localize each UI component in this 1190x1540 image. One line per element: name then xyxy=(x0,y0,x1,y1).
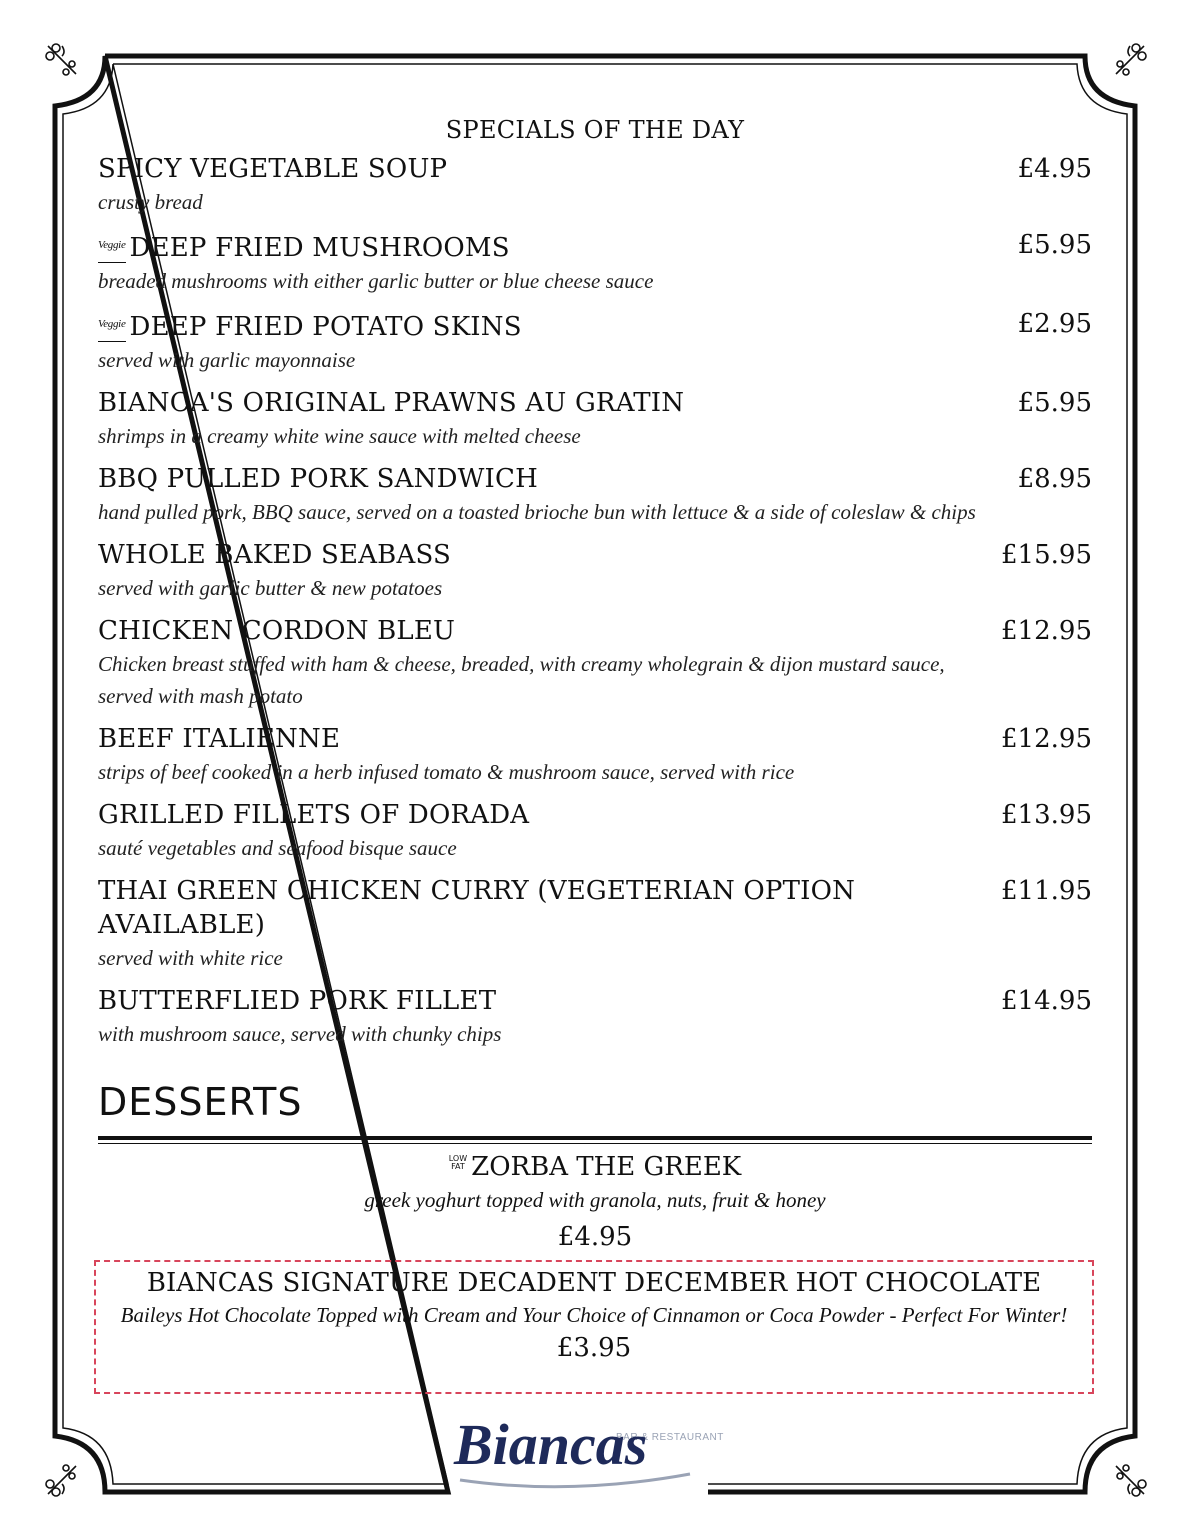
item-description: shrimps in a creamy white wine sauce with melted cheese xyxy=(98,424,581,448)
menu-item xyxy=(98,798,1092,864)
menu-item xyxy=(98,614,1092,712)
item-price: £8.95 xyxy=(1017,464,1092,494)
item-price: £2.95 xyxy=(1017,309,1092,339)
logo-tagline: BAR & RESTAURANT xyxy=(616,1432,724,1443)
specials-list xyxy=(98,152,1092,1050)
item-price: £4.95 xyxy=(1017,154,1092,184)
item-description: with mushroom sauce, served with chunky chips xyxy=(98,1022,502,1046)
menu-item xyxy=(98,152,1092,218)
dessert-name: ZORBA THE GREEK xyxy=(471,1152,742,1182)
item-name: SPICY VEGETABLE SOUP xyxy=(98,154,448,184)
flourish-icon-top-left xyxy=(42,40,82,80)
item-name: DEEP FRIED MUSHROOMS xyxy=(129,233,510,263)
divider xyxy=(98,1143,1092,1144)
signature-description: Baileys Hot Chocolate Topped with Cream and Your Choice of Cinnamon or Coca Powder - Perfect For Winter! xyxy=(120,1303,1068,1327)
item-description: served with white rice xyxy=(98,946,283,970)
menu-content xyxy=(98,116,1092,1254)
item-price: £5.95 xyxy=(1017,230,1092,260)
item-name: GRILLED FILLETS OF DORADA xyxy=(98,800,530,830)
item-name: CHICKEN CORDON BLEU xyxy=(98,616,456,646)
logo-wordmark: Biancas xyxy=(454,1412,648,1477)
low-fat-icon: LOW FAT xyxy=(448,1154,468,1171)
item-name: BEEF ITALIENNE xyxy=(98,724,341,754)
menu-item xyxy=(98,984,1092,1050)
divider xyxy=(98,1136,1092,1140)
item-name: BIANCA'S ORIGINAL PRAWNS AU GRATIN xyxy=(98,388,685,418)
dessert-description: greek yoghurt topped with granola, nuts, fruit & honey xyxy=(364,1188,826,1212)
item-description: served with garlic butter & new potatoes xyxy=(98,576,443,600)
item-description: Chicken breast stuffed with ham & cheese, breaded, with creamy wholegrain & dijon mustard sauce, served with mash potato xyxy=(98,652,945,708)
item-price: £15.95 xyxy=(1001,540,1092,570)
menu-item xyxy=(98,462,1092,528)
item-description: served with garlic mayonnaise xyxy=(98,348,356,372)
item-price: £14.95 xyxy=(1001,986,1092,1016)
item-name: BUTTERFLIED PORK FILLET xyxy=(98,986,497,1016)
signature-name: BIANCAS SIGNATURE DECADENT DECEMBER HOT CHOCOLATE xyxy=(146,1268,1042,1298)
signature-dessert-box xyxy=(94,1260,1094,1394)
flourish-icon-top-right xyxy=(1110,40,1150,80)
item-name: THAI GREEN CHICKEN CURRY (VEGETERIAN OPTION AVAILABLE) xyxy=(98,876,856,940)
item-price: £12.95 xyxy=(1001,616,1092,646)
specials-title: SPECIALS OF THE DAY xyxy=(445,116,745,144)
signature-price: £3.95 xyxy=(556,1333,632,1363)
item-description: hand pulled pork, BBQ sauce, served on a toasted brioche bun with lettuce & a side of coleslaw & chips xyxy=(98,500,976,524)
item-price: £13.95 xyxy=(1001,800,1092,830)
menu-item xyxy=(98,228,1092,297)
desserts-title: DESSERTS xyxy=(98,1080,303,1124)
menu-item xyxy=(98,307,1092,376)
item-name: WHOLE BAKED SEABASS xyxy=(98,540,452,570)
item-description: strips of beef cooked in a herb infused tomato & mushroom sauce, served with rice xyxy=(98,760,795,784)
menu-item xyxy=(98,722,1092,788)
biancas-logo xyxy=(440,1400,724,1500)
veggie-icon: Veggie xyxy=(98,307,126,342)
item-price: £5.95 xyxy=(1017,388,1092,418)
item-description: breaded mushrooms with either garlic butter or blue cheese sauce xyxy=(98,269,654,293)
veggie-icon: Veggie xyxy=(98,228,126,263)
item-price: £12.95 xyxy=(1001,724,1092,754)
dessert-item xyxy=(98,1150,1092,1254)
item-description: crusty bread xyxy=(98,190,203,214)
item-name: BBQ PULLED PORK SANDWICH xyxy=(98,464,538,494)
dessert-price: £4.95 xyxy=(557,1222,633,1252)
item-name: DEEP FRIED POTATO SKINS xyxy=(129,312,522,342)
menu-item xyxy=(98,386,1092,452)
item-price: £11.95 xyxy=(1001,876,1092,906)
menu-item xyxy=(98,538,1092,604)
flourish-icon-bottom-right xyxy=(1110,1460,1150,1500)
menu-item xyxy=(98,874,1092,974)
flourish-icon-bottom-left xyxy=(42,1460,82,1500)
item-description: sauté vegetables and seafood bisque sauce xyxy=(98,836,457,860)
